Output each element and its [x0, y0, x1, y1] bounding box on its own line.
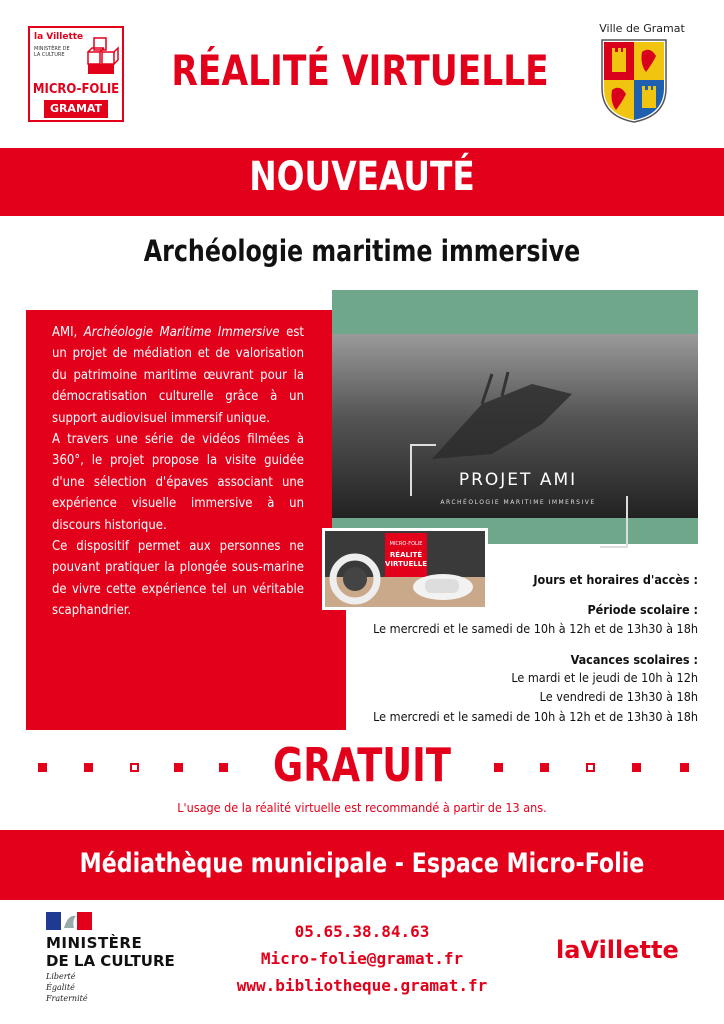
description-text [52, 322, 304, 622]
hours-heading: Jours et horaires d'accès : [533, 572, 698, 587]
micro-folie-logo [28, 26, 124, 122]
shipwreck-icon [422, 364, 602, 464]
decor-square [84, 763, 93, 772]
phone-number[interactable]: 05.65.38.84.63 [294, 922, 430, 941]
video-still [332, 334, 698, 518]
decor-square [680, 763, 689, 772]
green-band-top [332, 290, 698, 334]
ville-label: Ville de Gramat [599, 22, 685, 35]
frame-corner [600, 546, 628, 548]
motto-line: Liberté [46, 972, 76, 981]
age-note: L'usage de la réalité virtuelle est recommandé à partir de 13 ans. [177, 800, 547, 815]
website-link[interactable]: www.bibliotheque.gramat.fr [236, 976, 488, 995]
photo-sign-line2: RÉALITÉ [389, 551, 423, 559]
decor-square [494, 763, 503, 772]
vr-headset-icon [325, 531, 485, 607]
holiday-hours-3: Le mercredi et le samedi de 10h à 12h et de 13h30 à 18h [373, 709, 698, 724]
cubes-icon [84, 32, 120, 76]
logo-brand: la Villette [34, 32, 84, 42]
video-title: PROJET AMI [458, 470, 578, 490]
marianne-flag-icon [46, 912, 92, 930]
description-p3: Ce dispositif permet aux personnes ne pouvant pratiquer la plongée sous-marine de vivre cette expérience tel un véritable scaphandrier. [52, 539, 304, 619]
coat-of-arms-icon [600, 38, 668, 124]
school-period-hours: Le mercredi et le samedi de 10h à 12h et de 13h30 à 18h [373, 621, 698, 636]
decor-square [130, 763, 139, 772]
email-link[interactable]: Micro-folie@gramat.fr [260, 949, 464, 968]
holiday-label: Vacances scolaires : [570, 652, 698, 667]
video-subtitle: ARCHÉOLOGIE MARITIME IMMERSIVE [440, 499, 596, 506]
vr-headset-photo [322, 528, 488, 610]
decor-square [632, 763, 641, 772]
photo-sign-line3: VIRTUELLE [384, 560, 428, 568]
subtitle: Archéologie maritime immersive [143, 234, 581, 268]
holiday-hours-2: Le vendredi de 13h30 à 18h [539, 689, 698, 704]
decor-square [540, 763, 549, 772]
description-p1: AMI, Archéologie Maritime Immersive est un projet de médiation et de valorisation du patrimoine maritime œuvrant pour la démocratisation culturelle grâce à un support audiovisuel immersif unique. [52, 325, 305, 426]
decor-square [586, 763, 595, 772]
page-title: RÉALITÉ VIRTUELLE [171, 46, 549, 95]
decor-square [219, 763, 228, 772]
photo-sign-line1: MICRO-FOLIE [389, 541, 423, 547]
ministry-line2: DE LA CULTURE [46, 952, 175, 970]
banner-text: NOUVEAUTÉ [249, 154, 475, 200]
logo-line1: MICRO-FOLIE [30, 80, 122, 100]
logo-line2: GRAMAT [44, 100, 108, 118]
decor-square [174, 763, 183, 772]
logo-ministry: MINISTÈRE DE LA CULTURE [34, 46, 70, 58]
ministry-line1: MINISTÈRE [46, 934, 143, 952]
motto-line: Égalité [46, 983, 75, 992]
decor-square [38, 763, 47, 772]
gratuit-label: GRATUIT [273, 738, 451, 792]
bottom-banner-text: Médiathèque municipale - Espace Micro-Folie [79, 848, 645, 879]
motto-line: Fraternité [46, 994, 88, 1003]
description-p2: A travers une série de vidéos filmées à 360°, le projet propose la visite guidée d'une sélection d'épaves associant une expérience visuelle immersive à un discours historique. [52, 432, 304, 533]
frame-corner [410, 444, 436, 446]
frame-corner [626, 496, 628, 548]
holiday-hours-1: Le mardi et le jeudi de 10h à 12h [511, 670, 698, 685]
school-period-label: Période scolaire : [587, 602, 698, 617]
lavillette-logo: laVillette [556, 936, 679, 964]
